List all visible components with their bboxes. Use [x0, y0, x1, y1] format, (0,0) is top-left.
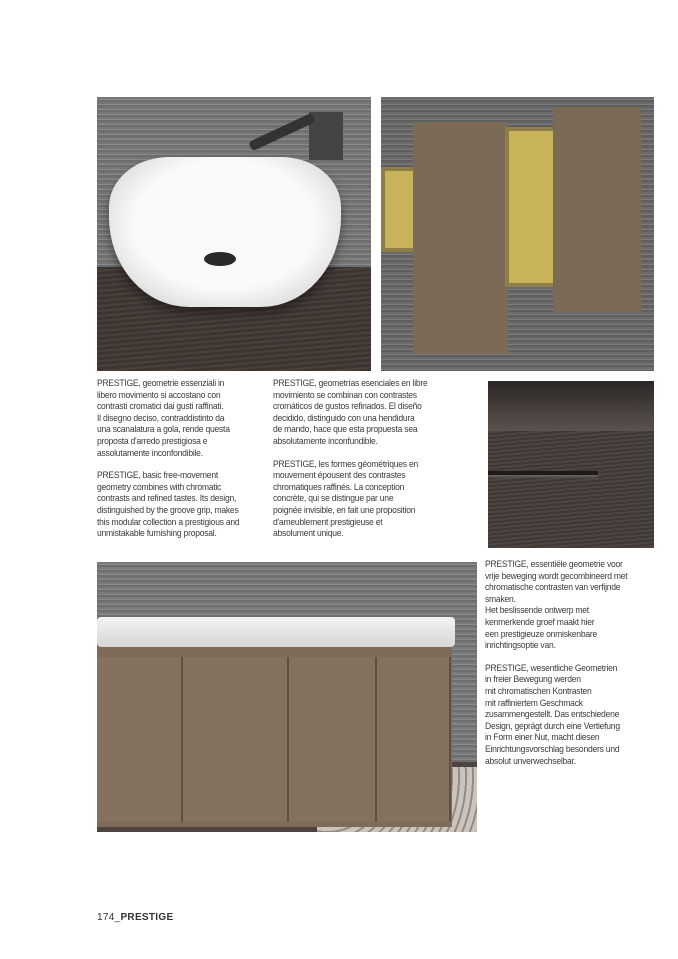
text-line: Design, geprägt durch eine Vertiefung [485, 720, 620, 731]
text-line: PRESTIGE, geometrías esenciales en libre [273, 378, 428, 388]
text-column-3 [485, 559, 627, 778]
dutch-text [485, 559, 627, 652]
wall-tap [248, 113, 316, 152]
text-line: absolut unverwechselbar. [485, 755, 576, 766]
text-line: een prestigieuze onmiskenbare [485, 628, 598, 639]
text-line: poignée invisible, en fait une proposition [273, 504, 416, 515]
german-text [485, 663, 627, 767]
cabinet-door [97, 657, 183, 822]
text-line: una scanalatura a gola, rende questa [97, 424, 230, 435]
english-text [97, 470, 239, 540]
text-line: Il disegno deciso, contraddistinto da [97, 412, 225, 423]
text-line: inrichtingsoptie van. [485, 640, 556, 651]
text-line: concrète, qui se distingue par une [273, 493, 394, 504]
text-line: chromatiques raffinés. La conception [273, 481, 405, 492]
french-text [273, 459, 428, 540]
text-line: contrasts and refined tastes. Its design, [97, 493, 237, 504]
spanish-text [273, 378, 428, 448]
cabinet-door [183, 657, 289, 822]
text-line: contrasti cromatici dai gusti raffinati. [97, 401, 224, 412]
text-line: kenmerkende groef maakt hier [485, 616, 595, 627]
text-line: movimiento se combinan con contrastes [273, 389, 417, 400]
text-line: unmistakable furnishing proposal. [97, 528, 217, 539]
text-line: absolutamente inconfundible. [273, 435, 378, 446]
text-line: this modular collection a prestigious and [97, 516, 240, 527]
groove-grip [488, 471, 598, 475]
washbasin-photo [97, 97, 371, 371]
text-line: mit raffiniertem Geschmack [485, 697, 583, 708]
basin [109, 157, 341, 307]
text-line: Het beslissende ontwerp met [485, 605, 589, 616]
text-line: smaken. [485, 593, 516, 604]
section-name: PRESTIGE [120, 912, 174, 923]
text-line: geometry combines with chromatic [97, 481, 222, 492]
text-line: in freier Bewegung werden [485, 674, 581, 685]
top-edge [488, 381, 654, 431]
tall-cabinet [553, 107, 641, 312]
text-column-2 [273, 378, 428, 551]
text-line: in Form einer Nut, macht diesen [485, 732, 600, 743]
text-line: vrije beweging wordt gecombineerd met [485, 570, 628, 581]
text-line: mit chromatischen Kontrasten [485, 685, 592, 696]
text-line: PRESTIGE, les formes géométriques en [273, 458, 419, 469]
page-footer [97, 912, 173, 923]
text-line: de mando, hace que esta propuesta sea [273, 424, 418, 435]
italian-text [97, 378, 239, 459]
text-line: zusammengestellt. Das entschiedene [485, 709, 620, 720]
text-line: PRESTIGE, geometrie essenziali in [97, 378, 225, 388]
tall-cabinet [413, 122, 508, 354]
drain [204, 252, 236, 266]
text-column-1 [97, 378, 239, 551]
text-line: PRESTIGE, wesentliche Geometrien [485, 662, 618, 673]
cabinet-door [377, 657, 451, 822]
text-line: distinguished by the groove grip, makes [97, 504, 239, 515]
groove-detail-photo [488, 381, 654, 548]
text-line: decidido, distinguido con una hendidura [273, 412, 415, 423]
text-line: PRESTIGE, essentiële geometrie voor [485, 559, 623, 569]
text-line: absolument unique. [273, 528, 344, 539]
bench-cabinet-photo [97, 562, 477, 832]
tall-cabinets-photo [381, 97, 654, 371]
text-line: PRESTIGE, basic free-movement [97, 470, 219, 481]
page-number: 174_ [97, 912, 121, 923]
text-line: assolutamente inconfondibile. [97, 447, 203, 458]
text-line: libero movimento si accostano con [97, 389, 221, 400]
text-line: mouvement épousent des contrastes [273, 470, 406, 481]
text-line: proposta d'arredo prestigiosa e [97, 435, 208, 446]
text-line: d'ameublement prestigieuse et [273, 516, 383, 527]
text-line: chromatische contrasten van verfijnde [485, 582, 621, 593]
text-line: cromáticos de gustos refinados. El diseño [273, 401, 422, 412]
cabinet-door [289, 657, 377, 822]
text-line: Einrichtungsvorschlag besonders und [485, 743, 620, 754]
cushion [97, 617, 455, 647]
